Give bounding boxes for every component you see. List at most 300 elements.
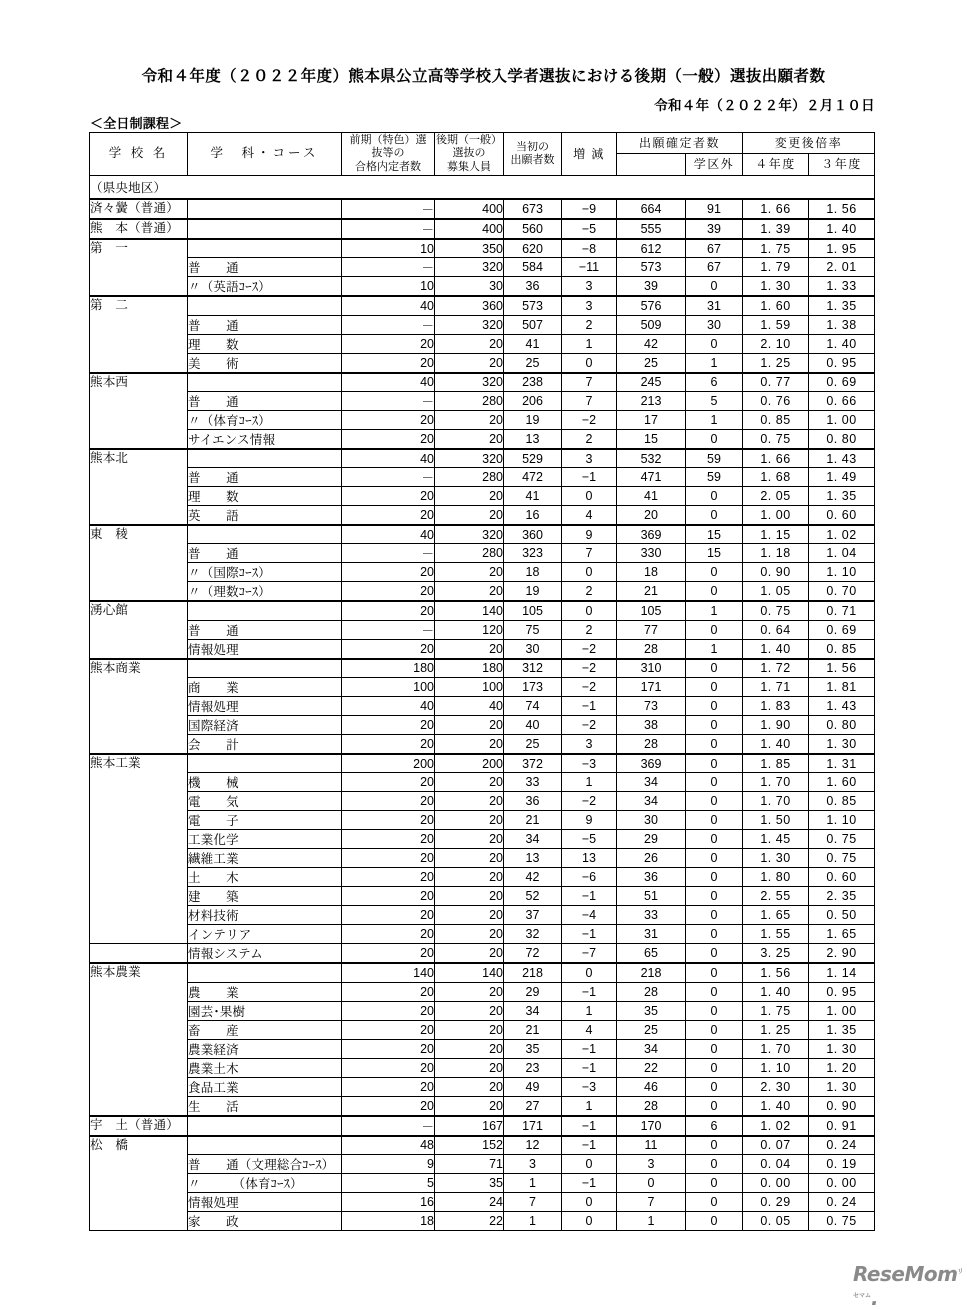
course-name-cell: 繊維工業	[188, 849, 342, 868]
course-name-cell: 美 術	[188, 353, 342, 373]
zenki-admitted-cell: 20	[342, 792, 435, 811]
kouki-quota-cell: 100	[435, 678, 504, 697]
ratio-r3-cell: 0. 95	[809, 353, 875, 373]
table-row	[90, 429, 875, 449]
initial-applicants-cell: 13	[504, 849, 562, 868]
watermark-text: ReseMom	[853, 1262, 958, 1286]
confirmed-applicants-cell: 213	[617, 391, 686, 410]
course-name-cell: 家 政	[188, 1211, 342, 1230]
kouki-quota-cell: 40	[435, 697, 504, 716]
change-cell: 0	[562, 1154, 617, 1173]
kouki-quota-cell: 400	[435, 219, 504, 239]
confirmed-applicants-cell: 77	[617, 620, 686, 639]
change-cell: −1	[562, 1116, 617, 1136]
ratio-r3-cell: 1. 56	[809, 199, 875, 219]
ratio-r4-cell: 2. 30	[743, 1077, 809, 1096]
confirmed-applicants-cell: 11	[617, 1136, 686, 1155]
initial-applicants-cell: 49	[504, 1077, 562, 1096]
kouki-quota-cell: 320	[435, 373, 504, 392]
course-name-cell: 農 業	[188, 982, 342, 1001]
kouki-quota-cell: 320	[435, 258, 504, 277]
confirmed-applicants-cell: 310	[617, 659, 686, 678]
course-name-cell: 農業土木	[188, 1058, 342, 1077]
kouki-quota-cell: 22	[435, 1211, 504, 1230]
ratio-r4-cell: 1. 70	[743, 1039, 809, 1058]
kouki-quota-cell: 20	[435, 582, 504, 602]
ratio-r4-cell: 0. 05	[743, 1211, 809, 1230]
outside-district-cell: 15	[686, 525, 743, 544]
ratio-r3-cell: 1. 00	[809, 410, 875, 429]
zenki-admitted-cell: 20	[342, 1039, 435, 1058]
ratio-r3-cell: 1. 10	[809, 563, 875, 582]
table-row	[90, 199, 875, 219]
kouki-quota-cell: 20	[435, 849, 504, 868]
change-cell: 2	[562, 429, 617, 449]
kouki-quota-cell: 20	[435, 811, 504, 830]
initial-applicants-cell: 171	[504, 1116, 562, 1136]
zenki-admitted-cell: 20	[342, 639, 435, 659]
course-name-cell: 英 語	[188, 506, 342, 526]
ratio-r3-cell: 0. 66	[809, 391, 875, 410]
header-zenki-line3: 合格内定者数	[355, 160, 421, 173]
course-name-cell: 普 通（文理総合ｺｰｽ）	[188, 1154, 342, 1173]
ratio-r4-cell: 1. 55	[743, 925, 809, 944]
change-cell: −1	[562, 982, 617, 1001]
header-kouki-line1: 後期（一般）	[436, 133, 502, 146]
course-name-cell: 商 業	[188, 678, 342, 697]
ratio-r3-cell: 0. 95	[809, 982, 875, 1001]
course-name-cell	[188, 659, 342, 678]
change-cell: 1	[562, 334, 617, 353]
outside-district-cell: 0	[686, 659, 743, 678]
zenki-admitted-cell: －	[342, 1116, 435, 1136]
confirmed-applicants-cell: 29	[617, 830, 686, 849]
ratio-r3-cell: 0. 60	[809, 868, 875, 887]
change-cell: −1	[562, 925, 617, 944]
change-cell: 7	[562, 373, 617, 392]
zenki-admitted-cell: 20	[342, 849, 435, 868]
ratio-r4-cell: 1. 15	[743, 525, 809, 544]
table-row	[90, 1001, 875, 1020]
school-name-cell: 熊本西	[90, 373, 188, 449]
course-name-cell	[188, 963, 342, 982]
confirmed-applicants-cell: 21	[617, 582, 686, 602]
initial-applicants-cell: 173	[504, 678, 562, 697]
change-cell: −5	[562, 830, 617, 849]
ratio-r3-cell: 0. 69	[809, 620, 875, 639]
zenki-admitted-cell: －	[342, 544, 435, 563]
change-cell: 0	[562, 601, 617, 620]
outside-district-cell: 0	[686, 1058, 743, 1077]
header-school-name: 学 校 名	[90, 133, 188, 176]
outside-district-cell: 0	[686, 887, 743, 906]
ratio-r4-cell: 1. 83	[743, 697, 809, 716]
ratio-r4-cell: 0. 90	[743, 563, 809, 582]
school-name-cell: 第 二	[90, 296, 188, 372]
change-cell: 4	[562, 506, 617, 526]
ratio-r4-cell: 1. 25	[743, 353, 809, 373]
ratio-r4-cell: 1. 40	[743, 639, 809, 659]
kouki-quota-cell: 167	[435, 1116, 504, 1136]
confirmed-applicants-cell: 30	[617, 811, 686, 830]
applicants-table	[89, 132, 875, 1231]
change-cell: 0	[562, 1192, 617, 1211]
confirmed-applicants-cell: 46	[617, 1077, 686, 1096]
course-name-cell: 普 通	[188, 391, 342, 410]
change-cell: 3	[562, 296, 617, 315]
confirmed-applicants-cell: 51	[617, 887, 686, 906]
course-name-cell	[188, 754, 342, 773]
ratio-r4-cell: 1. 45	[743, 830, 809, 849]
kouki-quota-cell: 20	[435, 906, 504, 925]
initial-applicants-cell: 75	[504, 620, 562, 639]
outside-district-cell: 59	[686, 449, 743, 468]
change-cell: 0	[562, 963, 617, 982]
header-kouki-line2: 選抜の	[452, 147, 486, 160]
zenki-admitted-cell: 20	[342, 982, 435, 1001]
ratio-r4-cell: 1. 02	[743, 1116, 809, 1136]
school-name-cell: 東 稜	[90, 525, 188, 601]
initial-applicants-cell: 32	[504, 925, 562, 944]
ratio-r4-cell: 0. 85	[743, 410, 809, 429]
table-row	[90, 792, 875, 811]
outside-district-cell: 0	[686, 1001, 743, 1020]
table-row	[90, 906, 875, 925]
change-cell: −1	[562, 1173, 617, 1192]
outside-district-cell: 0	[686, 830, 743, 849]
kouki-quota-cell: 20	[435, 1058, 504, 1077]
table-row	[90, 773, 875, 792]
table-row	[90, 582, 875, 602]
school-name-cell: 熊本農業	[90, 963, 188, 1115]
school-name-cell: 宇 土（普通）	[90, 1116, 188, 1136]
initial-applicants-cell: 472	[504, 468, 562, 487]
ratio-r4-cell: 1. 40	[743, 1096, 809, 1116]
confirmed-applicants-cell: 3	[617, 1154, 686, 1173]
outside-district-cell: 0	[686, 582, 743, 602]
outside-district-cell: 6	[686, 373, 743, 392]
change-cell: −1	[562, 1058, 617, 1077]
kouki-quota-cell: 20	[435, 639, 504, 659]
ratio-r3-cell: 1. 35	[809, 296, 875, 315]
confirmed-applicants-cell: 105	[617, 601, 686, 620]
confirmed-applicants-cell: 25	[617, 353, 686, 373]
course-name-cell	[188, 1116, 342, 1136]
course-name-cell: 情報処理	[188, 697, 342, 716]
school-name-cell: 熊 本（普通）	[90, 219, 188, 239]
kouki-quota-cell: 20	[435, 925, 504, 944]
zenki-admitted-cell: 20	[342, 811, 435, 830]
confirmed-applicants-cell: 34	[617, 773, 686, 792]
initial-applicants-cell: 218	[504, 963, 562, 982]
change-cell: −1	[562, 697, 617, 716]
ratio-r3-cell: 1. 30	[809, 1077, 875, 1096]
table-row	[90, 1173, 875, 1192]
confirmed-applicants-cell: 28	[617, 639, 686, 659]
zenki-admitted-cell: 20	[342, 1096, 435, 1116]
ratio-r3-cell: 2. 90	[809, 944, 875, 964]
ratio-r3-cell: 0. 85	[809, 792, 875, 811]
ratio-r4-cell: 1. 56	[743, 963, 809, 982]
zenki-admitted-cell: 10	[342, 239, 435, 258]
region-row	[90, 176, 875, 200]
confirmed-applicants-cell: 0	[617, 1173, 686, 1192]
initial-applicants-cell: 34	[504, 830, 562, 849]
watermark-mark: リセマム	[853, 1268, 964, 1300]
kouki-quota-cell: 140	[435, 601, 504, 620]
header-zenki-admitted	[342, 133, 435, 176]
ratio-r3-cell: 1. 40	[809, 334, 875, 353]
ratio-r4-cell: 2. 05	[743, 487, 809, 506]
ratio-r4-cell: 1. 68	[743, 468, 809, 487]
initial-applicants-cell: 21	[504, 811, 562, 830]
confirmed-applicants-cell: 73	[617, 697, 686, 716]
ratio-r3-cell: 0. 60	[809, 506, 875, 526]
confirmed-applicants-cell: 31	[617, 925, 686, 944]
initial-applicants-cell: 529	[504, 449, 562, 468]
table-row	[90, 1136, 875, 1155]
ratio-r3-cell: 1. 35	[809, 1020, 875, 1039]
confirmed-applicants-cell: 36	[617, 868, 686, 887]
kouki-quota-cell: 140	[435, 963, 504, 982]
ratio-r3-cell: 1. 49	[809, 468, 875, 487]
course-name-cell: 園芸･果樹	[188, 1001, 342, 1020]
zenki-admitted-cell: 20	[342, 925, 435, 944]
initial-applicants-cell: 673	[504, 199, 562, 219]
course-name-cell: 会 計	[188, 735, 342, 755]
table-header	[90, 133, 875, 176]
confirmed-applicants-cell: 20	[617, 506, 686, 526]
ratio-r3-cell: 0. 24	[809, 1192, 875, 1211]
kouki-quota-cell: 20	[435, 830, 504, 849]
kouki-quota-cell: 350	[435, 239, 504, 258]
ratio-r4-cell: 1. 40	[743, 735, 809, 755]
table-row	[90, 487, 875, 506]
confirmed-applicants-cell: 28	[617, 982, 686, 1001]
outside-district-cell: 0	[686, 697, 743, 716]
course-name-cell	[188, 525, 342, 544]
kouki-quota-cell: 200	[435, 754, 504, 773]
kouki-quota-cell: 20	[435, 735, 504, 755]
table-row	[90, 754, 875, 773]
course-name-cell: 農業経済	[188, 1039, 342, 1058]
table-row	[90, 887, 875, 906]
confirmed-applicants-cell: 65	[617, 944, 686, 964]
ratio-r3-cell: 1. 10	[809, 811, 875, 830]
initial-applicants-cell: 323	[504, 544, 562, 563]
outside-district-cell: 0	[686, 678, 743, 697]
kouki-quota-cell: 20	[435, 1039, 504, 1058]
confirmed-applicants-cell: 245	[617, 373, 686, 392]
initial-applicants-cell: 105	[504, 601, 562, 620]
ratio-r4-cell: 0. 76	[743, 391, 809, 410]
header-zenki-line1: 前期（特色）選	[349, 133, 427, 146]
table-row	[90, 468, 875, 487]
course-name-cell: 〃（英語ｺｰｽ）	[188, 277, 342, 297]
zenki-admitted-cell: 20	[342, 506, 435, 526]
ratio-r3-cell: 0. 50	[809, 906, 875, 925]
outside-district-cell: 30	[686, 315, 743, 334]
kouki-quota-cell: 20	[435, 716, 504, 735]
confirmed-applicants-cell: 369	[617, 525, 686, 544]
confirmed-applicants-cell: 7	[617, 1192, 686, 1211]
zenki-admitted-cell: －	[342, 199, 435, 219]
table-row	[90, 373, 875, 392]
initial-applicants-cell: 41	[504, 334, 562, 353]
kouki-quota-cell: 20	[435, 334, 504, 353]
zenki-admitted-cell: 20	[342, 1020, 435, 1039]
change-cell: 3	[562, 449, 617, 468]
ratio-r4-cell: 1. 59	[743, 315, 809, 334]
initial-applicants-cell: 35	[504, 1039, 562, 1058]
table-row	[90, 830, 875, 849]
change-cell: 0	[562, 487, 617, 506]
ratio-r4-cell: 1. 30	[743, 849, 809, 868]
zenki-admitted-cell: 20	[342, 868, 435, 887]
ratio-r3-cell: 1. 60	[809, 773, 875, 792]
ratio-r3-cell: 1. 65	[809, 925, 875, 944]
change-cell: 0	[562, 353, 617, 373]
change-cell: −7	[562, 944, 617, 964]
confirmed-applicants-cell: 555	[617, 219, 686, 239]
school-name-cell	[90, 944, 188, 964]
initial-applicants-cell: 18	[504, 563, 562, 582]
ratio-r4-cell: 1. 70	[743, 773, 809, 792]
change-cell: 1	[562, 773, 617, 792]
ratio-r3-cell: 1. 30	[809, 735, 875, 755]
kouki-quota-cell: 20	[435, 792, 504, 811]
zenki-admitted-cell: 20	[342, 429, 435, 449]
change-cell: 13	[562, 849, 617, 868]
table-row	[90, 410, 875, 429]
ratio-r4-cell: 0. 77	[743, 373, 809, 392]
course-name-cell: 材料技術	[188, 906, 342, 925]
zenki-admitted-cell: 20	[342, 582, 435, 602]
initial-applicants-cell: 21	[504, 1020, 562, 1039]
ratio-r3-cell: 0. 75	[809, 1211, 875, 1230]
ratio-r3-cell: 1. 56	[809, 659, 875, 678]
zenki-admitted-cell: 100	[342, 678, 435, 697]
ratio-r4-cell: 1. 39	[743, 219, 809, 239]
ratio-r4-cell: 1. 85	[743, 754, 809, 773]
confirmed-applicants-cell: 35	[617, 1001, 686, 1020]
ratio-r3-cell: 2. 01	[809, 258, 875, 277]
change-cell: 1	[562, 1001, 617, 1020]
ratio-r4-cell: 1. 25	[743, 1020, 809, 1039]
change-cell: −2	[562, 410, 617, 429]
ratio-r3-cell: 1. 02	[809, 525, 875, 544]
initial-applicants-cell: 238	[504, 373, 562, 392]
course-name-cell: 食品工業	[188, 1077, 342, 1096]
initial-applicants-cell: 30	[504, 639, 562, 659]
table-row	[90, 944, 875, 964]
ratio-r4-cell: 1. 90	[743, 716, 809, 735]
ratio-r4-cell: 0. 07	[743, 1136, 809, 1155]
initial-applicants-cell: 42	[504, 868, 562, 887]
kouki-quota-cell: 20	[435, 982, 504, 1001]
zenki-admitted-cell: 140	[342, 963, 435, 982]
ratio-r4-cell: 1. 71	[743, 678, 809, 697]
outside-district-cell: 1	[686, 410, 743, 429]
outside-district-cell: 67	[686, 258, 743, 277]
initial-applicants-cell: 560	[504, 219, 562, 239]
table-row	[90, 963, 875, 982]
change-cell: 2	[562, 315, 617, 334]
outside-district-cell: 0	[686, 1096, 743, 1116]
zenki-admitted-cell: 20	[342, 353, 435, 373]
school-name-cell: 第 一	[90, 239, 188, 296]
zenki-admitted-cell: 20	[342, 735, 435, 755]
course-name-cell: 建 築	[188, 887, 342, 906]
course-name-cell: 〃（体育ｺｰｽ）	[188, 410, 342, 429]
kouki-quota-cell: 400	[435, 199, 504, 219]
header-change: 増 減	[562, 133, 617, 176]
kouki-quota-cell: 20	[435, 868, 504, 887]
zenki-admitted-cell: 20	[342, 830, 435, 849]
zenki-admitted-cell: －	[342, 620, 435, 639]
course-name-cell: 理 数	[188, 487, 342, 506]
header-initial-applicants	[504, 133, 562, 176]
initial-applicants-cell: 13	[504, 429, 562, 449]
header-ratio-r4: ４年度	[743, 154, 809, 176]
ratio-r3-cell: 1. 00	[809, 1001, 875, 1020]
outside-district-cell: 0	[686, 1173, 743, 1192]
confirmed-applicants-cell: 42	[617, 334, 686, 353]
title-block	[0, 66, 967, 88]
zenki-admitted-cell: 20	[342, 906, 435, 925]
table-row	[90, 925, 875, 944]
change-cell: 7	[562, 544, 617, 563]
kouki-quota-cell: 20	[435, 563, 504, 582]
ratio-r4-cell: 2. 10	[743, 334, 809, 353]
initial-applicants-cell: 7	[504, 1192, 562, 1211]
confirmed-applicants-cell: 28	[617, 1096, 686, 1116]
table-row	[90, 849, 875, 868]
ratio-r3-cell: 0. 85	[809, 639, 875, 659]
change-cell: −2	[562, 678, 617, 697]
ratio-r3-cell: 1. 95	[809, 239, 875, 258]
outside-district-cell: 0	[686, 334, 743, 353]
kouki-quota-cell: 20	[435, 410, 504, 429]
zenki-admitted-cell: －	[342, 391, 435, 410]
ratio-r4-cell: 1. 30	[743, 277, 809, 297]
table-row	[90, 544, 875, 563]
zenki-admitted-cell: 20	[342, 773, 435, 792]
kouki-quota-cell: 320	[435, 315, 504, 334]
kouki-quota-cell: 20	[435, 487, 504, 506]
confirmed-applicants-cell: 41	[617, 487, 686, 506]
kouki-quota-cell: 20	[435, 1096, 504, 1116]
table-row	[90, 391, 875, 410]
outside-district-cell: 67	[686, 239, 743, 258]
confirmed-applicants-cell: 664	[617, 199, 686, 219]
zenki-admitted-cell: 18	[342, 1211, 435, 1230]
outside-district-cell: 0	[686, 868, 743, 887]
zenki-admitted-cell: 200	[342, 754, 435, 773]
zenki-admitted-cell: 16	[342, 1192, 435, 1211]
outside-district-cell: 0	[686, 1211, 743, 1230]
initial-applicants-cell: 29	[504, 982, 562, 1001]
ratio-r4-cell: 1. 75	[743, 1001, 809, 1020]
ratio-r3-cell: 0. 71	[809, 601, 875, 620]
course-name-cell	[188, 373, 342, 392]
header-ratio-after-change: 変更後倍率	[743, 133, 875, 154]
course-name-cell	[188, 199, 342, 219]
confirmed-applicants-cell: 573	[617, 258, 686, 277]
outside-district-cell: 0	[686, 792, 743, 811]
kouki-quota-cell: 20	[435, 506, 504, 526]
ratio-r4-cell: 1. 50	[743, 811, 809, 830]
